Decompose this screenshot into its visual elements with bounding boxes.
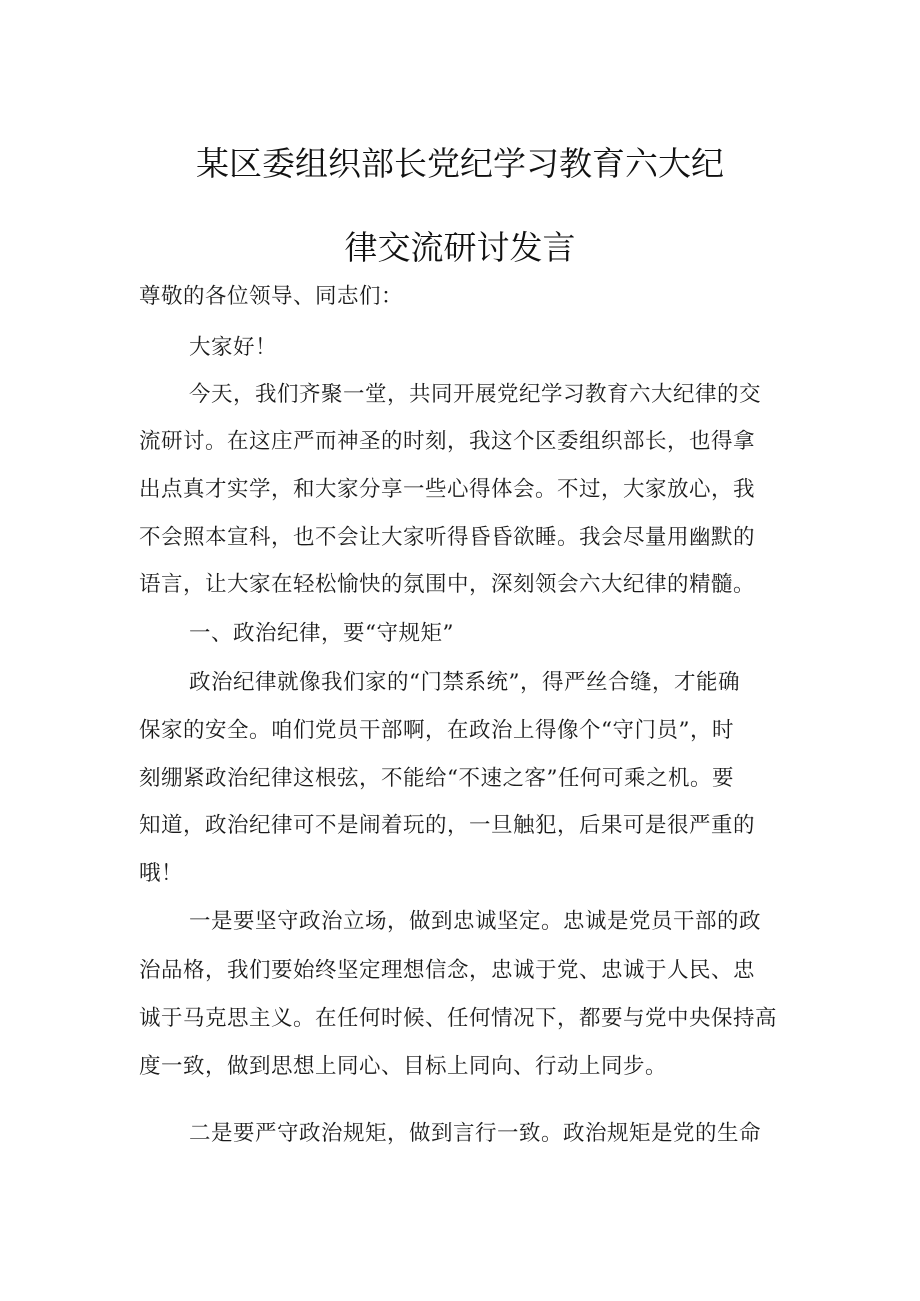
body-line: 刻绷紧政治纪律这根弦，不能给“不速之客”任何可乘之机。要: [139, 766, 734, 791]
body-line: 保家的安全。咱们党员干部啊，在政治上得像个“守门员”，时: [139, 718, 734, 743]
body-line: 出点真才实学，和大家分享一些心得体会。不过，大家放心，我: [139, 477, 756, 502]
body-line: 不会照本宣科，也不会让大家听得昏昏欲睡。我会尽量用幽默的: [139, 525, 756, 550]
body-line: 流研讨。在这庄严而神圣的时刻，我这个区委组织部长，也得拿: [139, 429, 756, 454]
section-heading: 一、政治纪律，要“守规矩”: [189, 621, 454, 646]
salutation: 尊敬的各位领导、同志们：: [139, 284, 404, 309]
body-line: 诚于马克思主义。在任何时候、任何情况下，都要与党中央保持高: [139, 1006, 778, 1031]
body-line: 知道，政治纪律可不是闹着玩的，一旦触犯，后果可是很严重的: [139, 813, 756, 838]
body-line: 语言，让大家在轻松愉快的氛围中，深刻领会六大纪律的精髓。: [139, 572, 756, 597]
body-line: 政治纪律就像我们家的“门禁系统”，得严丝合缝，才能确: [189, 670, 740, 695]
body-line: 一是要坚守政治立场，做到忠诚坚定。忠诚是党员干部的政: [189, 909, 762, 934]
document-title-line-1: 某区委组织部长党纪学习教育六大纪: [196, 144, 724, 183]
body-line: 二是要严守政治规矩，做到言行一致。政治规矩是党的生命: [189, 1121, 762, 1146]
greeting: 大家好！: [189, 335, 278, 360]
body-line: 今天，我们齐聚一堂，共同开展党纪学习教育六大纪律的交: [189, 382, 762, 407]
body-line: 治品格，我们要始终坚定理想信念，忠诚于党、忠诚于人民、忠: [139, 958, 756, 983]
body-line: 度一致，做到思想上同心、目标上同向、行动上同步。: [139, 1054, 668, 1079]
document-title-line-2: 律交流研讨发言: [344, 228, 576, 267]
body-line: 哦！: [139, 861, 184, 886]
